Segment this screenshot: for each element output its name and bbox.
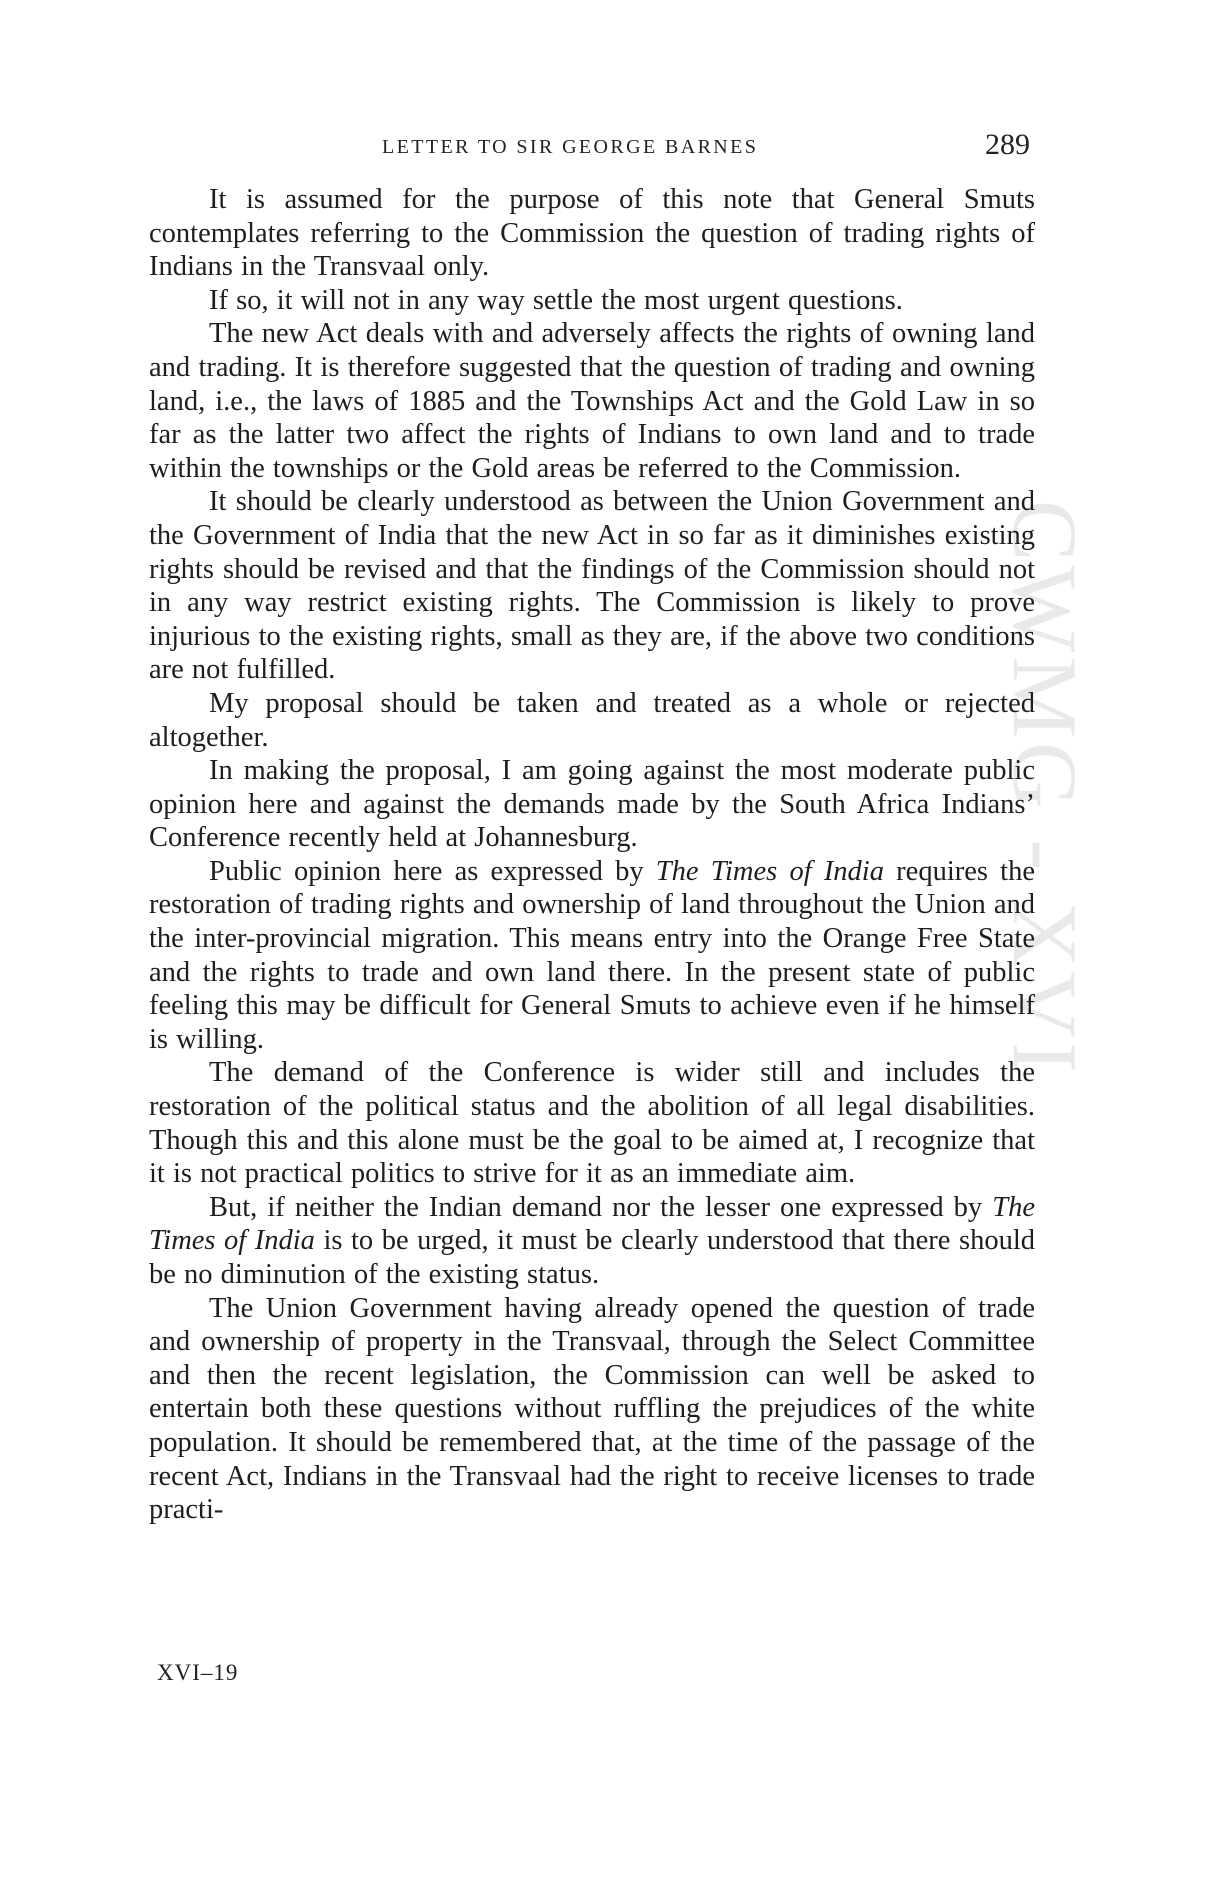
paragraph-text: But, if neither the Indian demand nor the lesser one expressed by — [209, 1191, 993, 1223]
paragraph-text: It should be clearly understood as between the Union Government and the Government of India that the new Act in so far as it diminishes existing rights should be revised and that the findings of the Commission should not in any way restrict existing rights. The Commission is likely to prove injurious to the existing rights, small as they are, if the above two conditions are not fulfilled. — [149, 486, 1035, 686]
paragraph-text: Public opinion here as expressed by — [209, 855, 656, 887]
running-title: LETTER TO SIR GEORGE BARNES — [382, 136, 759, 158]
italic-title: The Times of India — [149, 1191, 1035, 1257]
paragraph-text: It is assumed for the purpose of this note that General Smuts contemplates referring to the Commission the question of trading rights of Indians in the Transvaal only. — [149, 184, 1035, 283]
paragraph — [149, 754, 1035, 855]
paragraph-text: My proposal should be taken and treated as a whole or rejected altogether. — [149, 687, 1035, 753]
paragraph-text: In making the proposal, I am going against the most moderate public opinion here and against the demands made by the South Africa Indians’ Conference recently held at Johannesburg. — [149, 755, 1035, 854]
paragraph — [149, 687, 1035, 754]
paragraph — [149, 1056, 1035, 1190]
page-number: 289 — [985, 128, 1030, 161]
body-text — [149, 183, 1035, 1527]
watermark: CWMG - XVI — [994, 500, 1096, 1077]
paragraph-text: If so, it will not in any way settle the most urgent questions. — [209, 284, 903, 316]
paragraph — [149, 1191, 1035, 1292]
paragraph-text: The Union Government having already opened the question of trade and ownership of property in the Transvaal, through the Select Committee and then the recent legislation, the Commission can well be asked to entertain both these questions without ruffling the prejudices of the white population. It should be remembered that, at the time of the passage of the recent Act, Indians in the Transvaal had the right to receive licenses to trade practi- — [149, 1292, 1035, 1526]
paragraph — [149, 485, 1035, 687]
paragraph-text: requires the restoration of trading rights and ownership of land throughout the Union and the inter-provincial migration. This means entry into the Orange Free State and the rights to trade and own land there. In the present state of public feeling this may be difficult for General Smuts to achieve even if he himself is willing. — [149, 855, 1035, 1055]
italic-title: The Times of India — [655, 855, 884, 887]
paragraph — [149, 317, 1035, 485]
paragraph — [149, 855, 1035, 1057]
paragraph-text: The new Act deals with and adversely affects the rights of owning land and trading. It is therefore suggested that the question of trading and owning land, i.e., the laws of 1885 and the Townships Act and the Gold Law in so far as the latter two affect the rights of Indians to own land and to trade within the townships or the Gold areas be referred to the Commission. — [149, 318, 1035, 484]
paragraph-text: is to be urged, it must be clearly understood that there should be no diminution of the existing status. — [149, 1225, 1035, 1290]
paragraph — [149, 1292, 1035, 1527]
paragraph — [149, 284, 1035, 318]
paragraph — [149, 183, 1035, 284]
signature-mark: XVI–19 — [157, 1660, 239, 1685]
paragraph-text: The demand of the Conference is wider still and includes the restoration of the political status and the abolition of all legal disabilities. Though this and this alone must be the goal to be aimed at, I recognize that it is not practical politics to strive for it as an immediate aim. — [149, 1057, 1035, 1190]
